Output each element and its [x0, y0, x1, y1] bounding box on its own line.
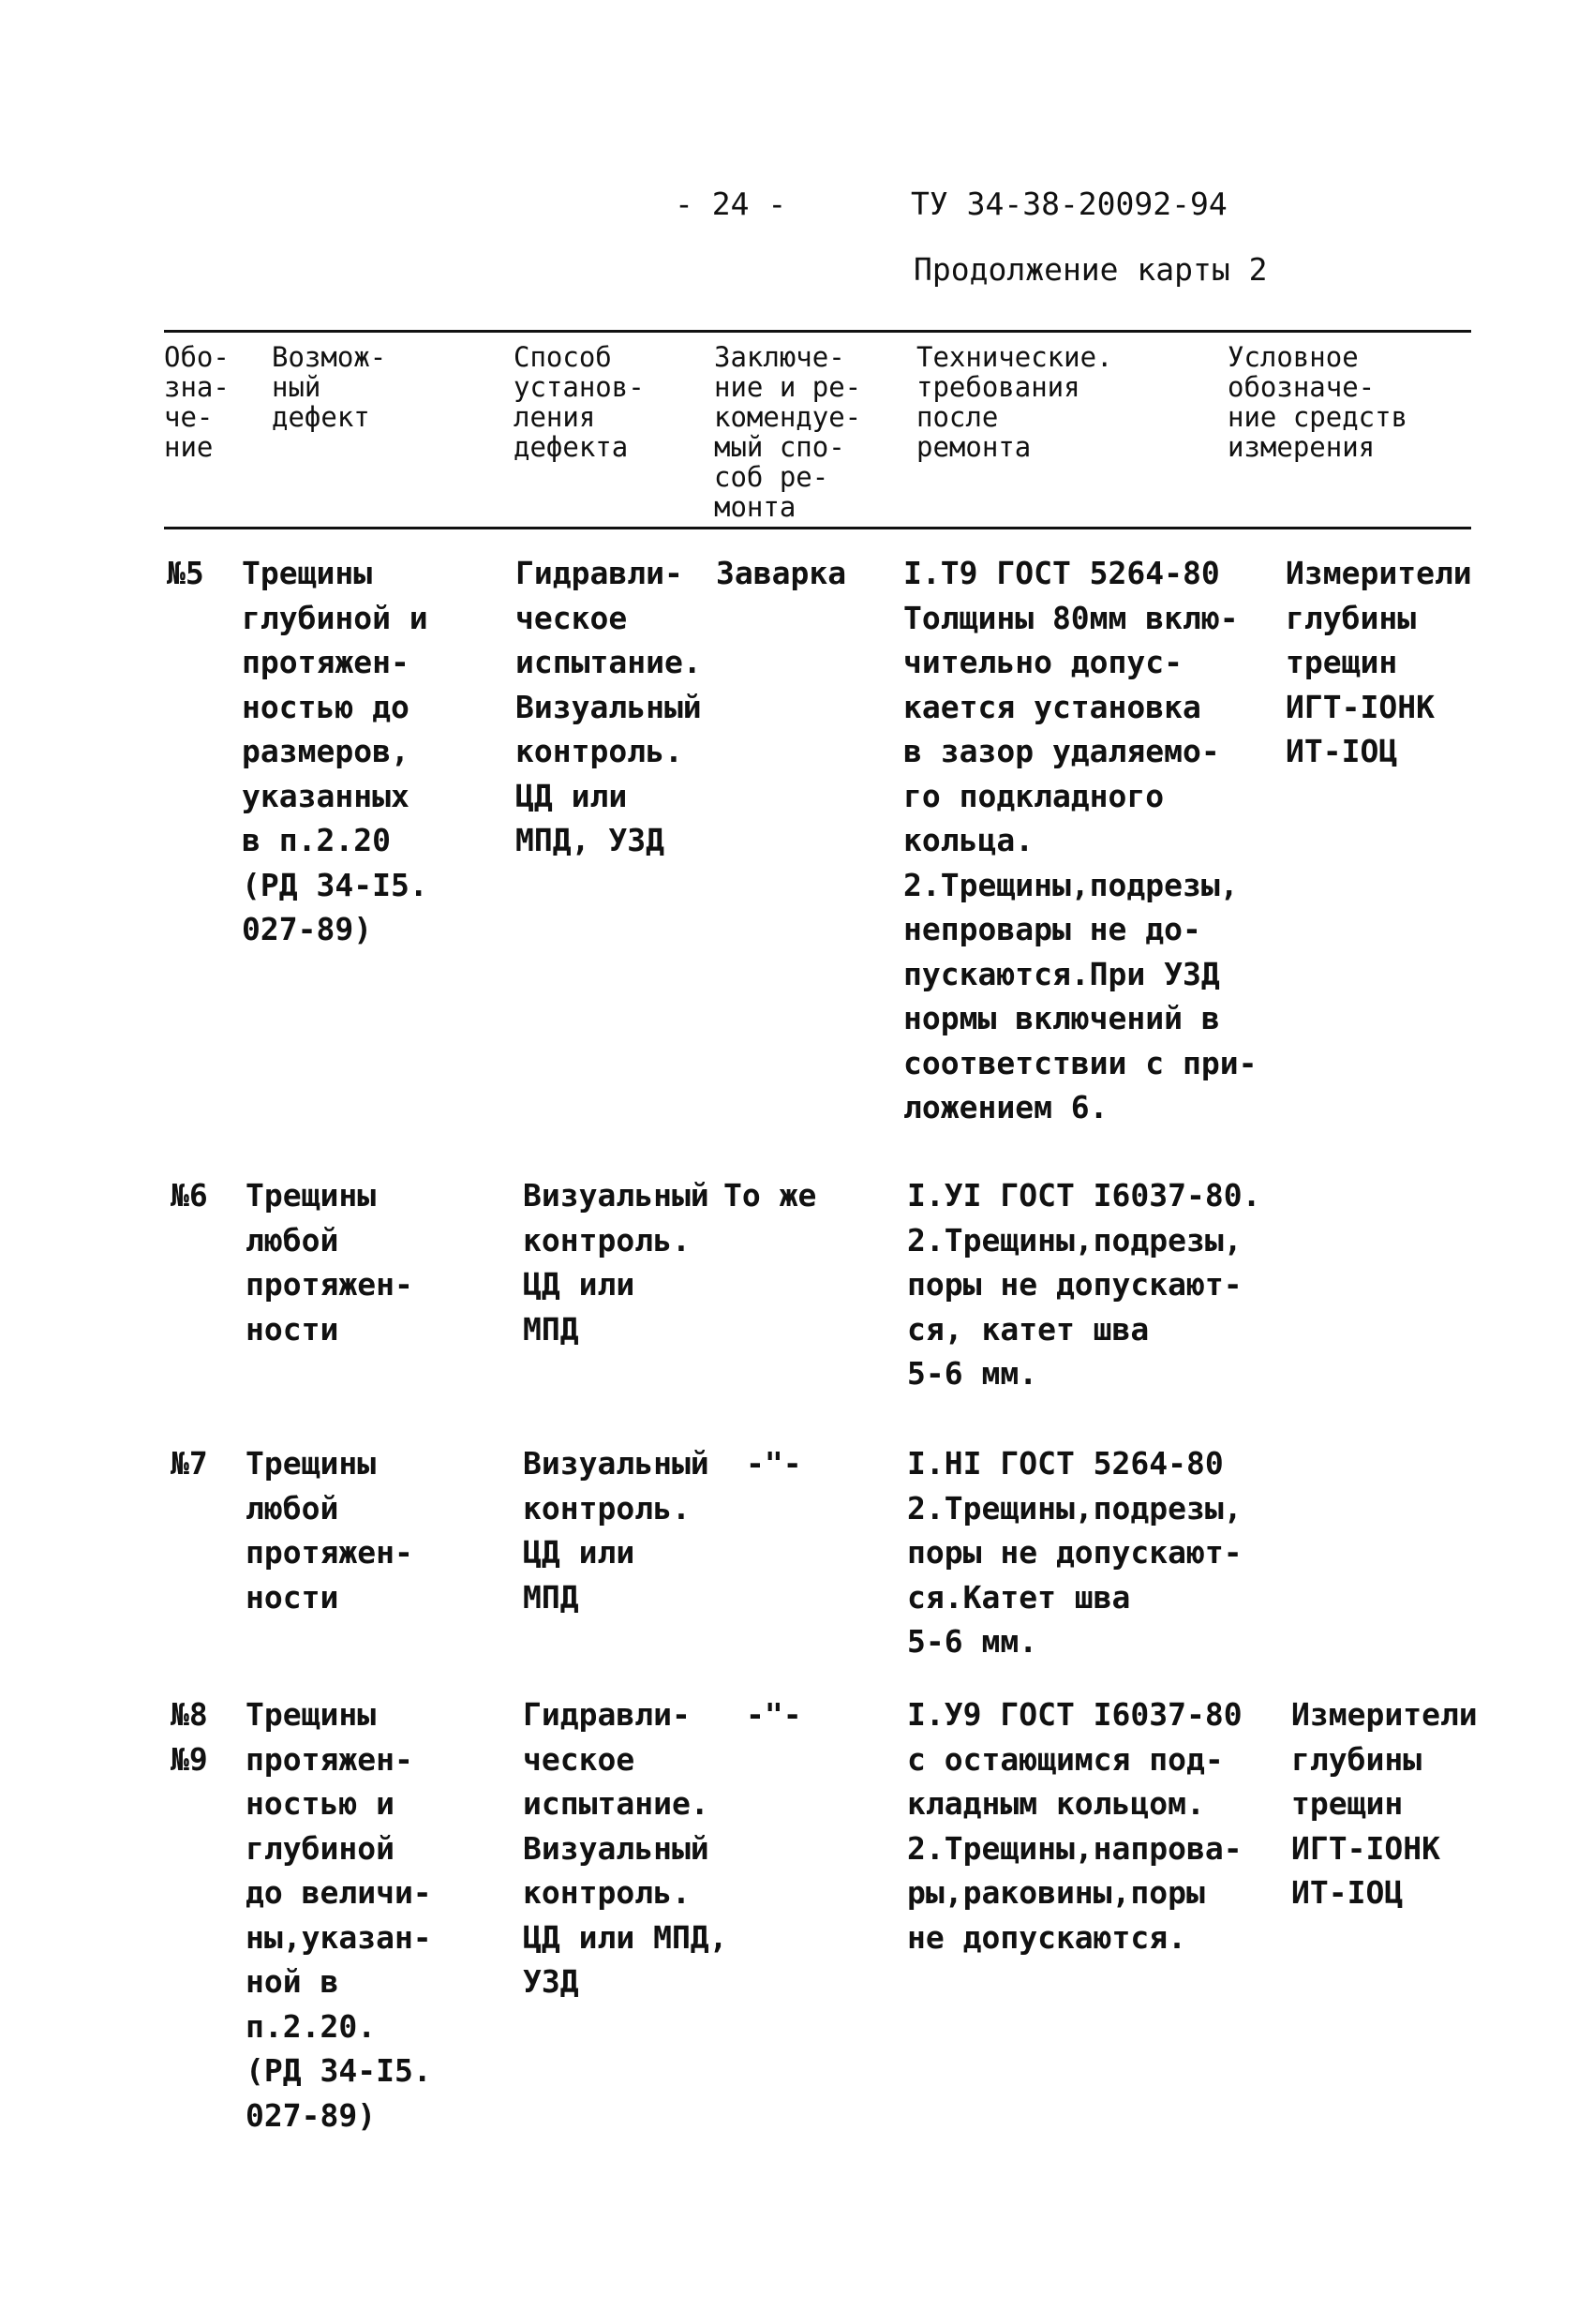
row-defect: Трещины протяжен- ностью и глубиной до величи- ны,указан- ной в п.2.20. (РД 34-І5. 027-89) [246, 1696, 432, 2134]
row-code: №8 №9 [171, 1696, 208, 1778]
row-code: №6 [171, 1177, 208, 1214]
header-instruments: Условное обозначе- ние средств измерения [1228, 341, 1408, 463]
header-method: Способ установ- ления дефекта [514, 341, 645, 463]
header-defect: Возмож- ный дефект [272, 341, 387, 433]
continuation-caption: Продолжение карты 2 [914, 251, 1268, 288]
row-code: №5 [167, 555, 204, 591]
row-instruments: Измерители глубины трещин ИГТ-ІОНК ИТ-ІОЦ [1291, 1696, 1478, 1911]
row-requirements: І.Т9 ГОСТ 5264-80 Толщины 80мм вклю- чительно допус- кается установка в зазор удаляемо- го подкладного кольца. 2.Трещины,подрезы, непровары не до- пускаются.При УЗД нормы включений в соответствии с при- ложением 6. [903, 555, 1258, 1125]
table-top-rule [164, 330, 1471, 333]
row-repair: То же [723, 1177, 817, 1214]
row-requirements: І.НІ ГОСТ 5264-80 2.Трещины,подрезы, поры не допускают- ся.Катет шва 5-6 мм. [907, 1445, 1243, 1660]
row-code: №7 [171, 1445, 208, 1482]
row-requirements: І.У9 ГОСТ І6037-80 с остающимся под- кладным кольцом. 2.Трещины,напрова- ры,раковины,поры не допускаются. [907, 1696, 1243, 1956]
row-instruments: Измерители глубины трещин ИГТ-ІОНК ИТ-ІОЦ [1286, 555, 1472, 769]
row-defect: Трещины глубиной и протяжен- ностью до размеров, указанных в п.2.20 (РД 34-І5. 027-89) [242, 555, 428, 947]
page-number: - 24 - [675, 186, 787, 222]
document-code: ТУ 34-38-20092-94 [911, 186, 1228, 222]
row-method: Визуальный контроль. ЦД или МПД [523, 1177, 709, 1348]
header-code: Обо- зна- че- ние [164, 341, 230, 463]
row-method: Гидравли- ческое испытание. Визуальный контроль. ЦД или МПД, УЗД [515, 555, 702, 858]
table-header-rule [164, 527, 1471, 529]
header-requirements: Технические. требования после ремонта [916, 341, 1113, 463]
row-repair: Заварка [716, 555, 847, 591]
row-repair: -"- [746, 1445, 802, 1482]
row-repair: -"- [746, 1696, 802, 1733]
row-method: Визуальный контроль. ЦД или МПД [523, 1445, 709, 1616]
row-defect: Трещины любой протяжен- ности [246, 1177, 413, 1348]
row-method: Гидравли- ческое испытание. Визуальный контроль. ЦД или МПД, УЗД [523, 1696, 728, 2000]
header-repair: Заключе- ние и ре- комендуе- мый спо- соб ре- монта [714, 341, 862, 523]
row-requirements: І.УІ ГОСТ І6037-80. 2.Трещины,подрезы, поры не допускают- ся, катет шва 5-6 мм. [907, 1177, 1261, 1392]
row-defect: Трещины любой протяжен- ности [246, 1445, 413, 1616]
